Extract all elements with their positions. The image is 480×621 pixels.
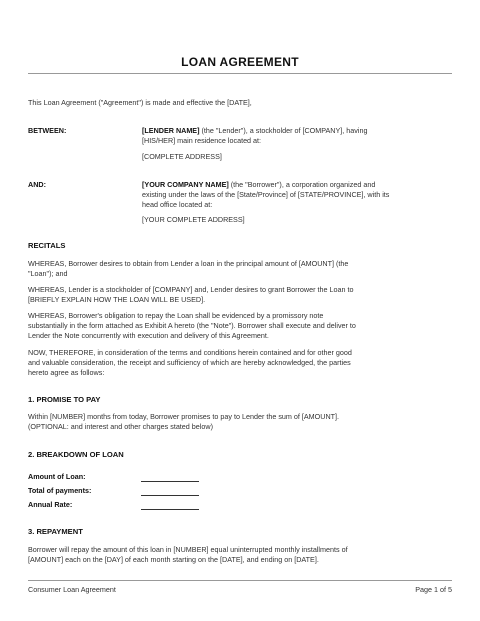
company-address: [YOUR COMPLETE ADDRESS] xyxy=(142,215,245,224)
section-1-heading: 1. PROMISE TO PAY xyxy=(28,395,101,404)
company-name: [YOUR COMPANY NAME] xyxy=(142,180,229,189)
section-3-line-2: [AMOUNT] each on the [DAY] of each month starting on the [DATE], and ending on [DATE]. xyxy=(28,555,319,564)
recital-2-line-2: [BRIEFLY EXPLAIN HOW THE LOAN WILL BE USED]. xyxy=(28,295,206,304)
between-line-2: [HIS/HER] main residence located at: xyxy=(142,136,262,145)
recital-1-line-2: "Loan"); and xyxy=(28,269,68,278)
annual-rate-blank xyxy=(141,509,199,510)
footer-rule xyxy=(28,580,452,581)
between-line-1-rest: (the "Lender"), a stockholder of [COMPANY], having xyxy=(199,126,368,135)
amount-of-loan-label: Amount of Loan: xyxy=(28,472,86,481)
total-payments-blank xyxy=(141,495,199,496)
document-title: LOAN AGREEMENT xyxy=(181,55,299,69)
section-1-line-2: (OPTIONAL: and interest and other charges stated below) xyxy=(28,422,213,431)
recital-3-line-3: Lender the Note concurrently with execution and delivery of this Agreement. xyxy=(28,331,269,340)
intro-text: This Loan Agreement ("Agreement") is made and effective the [DATE], xyxy=(28,98,252,107)
footer-doc-name: Consumer Loan Agreement xyxy=(28,585,116,594)
recitals-heading: RECITALS xyxy=(28,241,66,250)
recital-4-line-2: and valuable consideration, the receipt and sufficiency of which are hereby acknowledged, the parties xyxy=(28,358,351,367)
section-1-line-1: Within [NUMBER] months from today, Borrower promises to pay to Lender the sum of [AMOUNT]. xyxy=(28,412,340,421)
recital-3-line-2: substantially in the form attached as Exhibit A hereto (the "Note"). Borrower shall execute and deliver to xyxy=(28,321,356,330)
amount-of-loan-blank xyxy=(141,481,199,482)
annual-rate-label: Annual Rate: xyxy=(28,500,73,509)
and-label: AND: xyxy=(28,180,46,189)
total-payments-label: Total of payments: xyxy=(28,486,92,495)
between-label: BETWEEN: xyxy=(28,126,67,135)
footer-page-number: Page 1 of 5 xyxy=(415,585,452,594)
title-rule xyxy=(28,73,452,74)
lender-name: [LENDER NAME] xyxy=(142,126,200,135)
section-2-heading: 2. BREAKDOWN OF LOAN xyxy=(28,450,124,459)
and-line-1 xyxy=(142,180,375,191)
and-line-1-rest: (the "Borrower"), a corporation organized and xyxy=(228,180,376,189)
recital-4-line-3: hereto agree as follows: xyxy=(28,368,105,377)
lender-address: [COMPLETE ADDRESS] xyxy=(142,152,222,161)
section-3-line-1: Borrower will repay the amount of this loan in [NUMBER] equal uninterrupted monthly installments of xyxy=(28,545,348,554)
recital-4-line-1: NOW, THEREFORE, in consideration of the terms and conditions herein contained and for other good xyxy=(28,348,352,357)
between-line-1 xyxy=(142,126,367,137)
recital-3-line-1: WHEREAS, Borrower's obligation to repay the Loan shall be evidenced by a promissory note xyxy=(28,311,324,320)
and-line-2: existing under the laws of the [State/Province] of [STATE/PROVINCE], with its xyxy=(142,190,390,199)
section-3-heading: 3. REPAYMENT xyxy=(28,527,83,536)
and-line-3: head office located at: xyxy=(142,200,213,209)
recital-1-line-1: WHEREAS, Borrower desires to obtain from Lender a loan in the principal amount of [AMOUNT] (the xyxy=(28,259,349,268)
recital-2-line-1: WHEREAS, Lender is a stockholder of [COMPANY] and, Lender desires to grant Borrower the Loan to xyxy=(28,285,354,294)
